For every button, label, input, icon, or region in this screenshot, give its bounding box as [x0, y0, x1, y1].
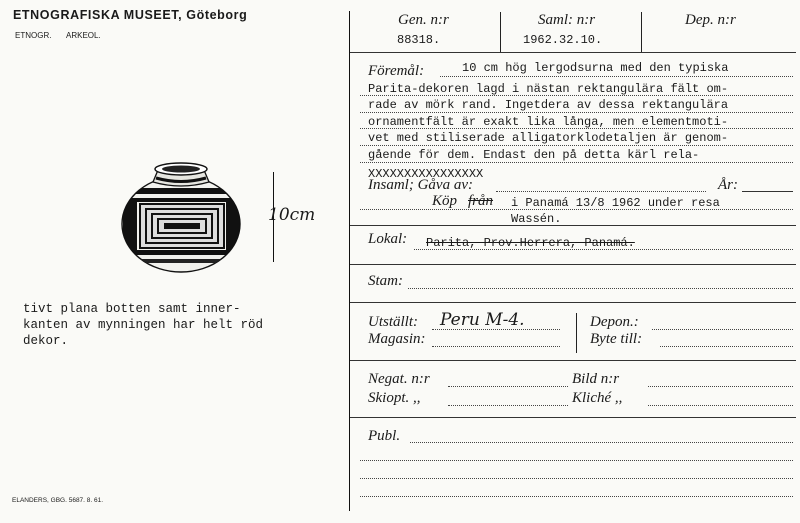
- foremal-label: Föremål:: [368, 63, 425, 79]
- header-bottom-rule: [350, 52, 796, 53]
- dep-label: Dep. n:r: [685, 12, 736, 28]
- gen-value: 88318.: [397, 33, 441, 47]
- publ-dotline-2: [360, 460, 793, 461]
- utstallt-value: Peru M-4.: [440, 310, 525, 330]
- depon-label: Depon.:: [590, 314, 639, 330]
- rule-after-insamlt: [350, 225, 796, 226]
- insamlt-dotline-2: [360, 209, 793, 210]
- byte-label: Byte till:: [590, 331, 643, 347]
- skiopt-label: Skiopt. ,,: [368, 390, 421, 406]
- foremal-line-1: 10 cm hög lergodsurna med den typiska: [462, 61, 729, 75]
- printer-imprint: ELANDERS, GBG. 5687. 8. 61.: [12, 497, 104, 504]
- foremal-dotline-4: [360, 128, 793, 129]
- magasin-label: Magasin:: [368, 331, 426, 347]
- utstallt-label: Utställt:: [368, 314, 419, 330]
- lokal-value: Parita, Prov.Herrera, Panamá.: [426, 236, 635, 250]
- publ-dotline-3: [360, 478, 793, 479]
- museum-name: ETNOGRAFISKA MUSEET, Göteborg: [13, 8, 248, 22]
- dept-arkeol: ARKEOL.: [66, 31, 101, 40]
- utstallt-separator: [576, 313, 577, 353]
- acquisition-line-2: Wassén.: [511, 212, 562, 226]
- foremal-dotline-6: [360, 162, 793, 163]
- negat-label: Negat. n:r: [368, 371, 430, 387]
- ar-line: [742, 191, 793, 192]
- saml-value: 1962.32.10.: [523, 33, 603, 47]
- height-note: 10cm: [268, 205, 316, 225]
- publ-dotline-1: [410, 442, 793, 443]
- foremal-dotline-1: [440, 76, 793, 77]
- bild-dotline: [648, 386, 793, 387]
- insamlt-dotline: [496, 191, 706, 192]
- continuation-line-1: tivt plana botten samt inner-: [23, 302, 241, 316]
- publ-dotline-4: [360, 496, 793, 497]
- lokal-dotline: [414, 249, 793, 250]
- dept-etnogr: ETNOGR.: [15, 31, 52, 40]
- ar-label: År:: [718, 177, 738, 193]
- publ-label: Publ.: [368, 428, 401, 444]
- cliche-label: Kliché ,,: [572, 390, 623, 406]
- rule-after-magasin: [350, 360, 796, 361]
- gen-label: Gen. n:r: [398, 12, 449, 28]
- skiopt-dotline: [448, 405, 568, 406]
- card-divider: [349, 11, 350, 511]
- foremal-dotline-5: [360, 145, 793, 146]
- header-sep-1: [500, 12, 501, 52]
- rule-after-stam: [350, 302, 796, 303]
- cliche-dotline: [648, 405, 793, 406]
- urn-illustration: [118, 158, 248, 276]
- saml-label: Saml: n:r: [538, 12, 596, 28]
- kop-label: Köp: [432, 193, 458, 209]
- depon-dotline: [652, 329, 793, 330]
- insamlt-label: Insaml; Gåva av:: [368, 177, 473, 193]
- magasin-dotline: [432, 346, 560, 347]
- acquisition-line-1: i Panamá 13/8 1962 under resa: [511, 196, 720, 210]
- rule-after-skiopt: [350, 417, 796, 418]
- negat-dotline: [448, 386, 568, 387]
- foremal-dotline-2: [360, 95, 793, 96]
- foremal-line-3: rade av mörk rand. Ingetdera av dessa rektangulära: [368, 98, 729, 112]
- lokal-label: Lokal:: [368, 231, 408, 247]
- continuation-line-3: dekor.: [23, 334, 69, 348]
- foremal-line-2: Parita-dekoren lagd i nästan rektangulära fält om-: [368, 82, 729, 96]
- continuation-line-2: kanten av mynningen har helt röd: [23, 318, 264, 332]
- stam-label: Stam:: [368, 273, 403, 289]
- utstallt-dotline: [432, 329, 560, 330]
- stam-dotline: [408, 288, 793, 289]
- foremal-strikeout: XXXXXXXXXXXXXXXX: [368, 167, 484, 181]
- byte-dotline: [660, 346, 793, 347]
- rule-after-lokal: [350, 264, 796, 265]
- foremal-line-5: vet med stiliserade alligatorklodetaljen är genom-: [368, 131, 729, 145]
- bild-label: Bild n:r: [572, 371, 620, 387]
- foremal-dotline-3: [360, 112, 793, 113]
- foremal-line-6: gående för dem. Endast den på detta kärl rela-: [368, 148, 700, 162]
- foremal-line-4: ornamentfält är exakt lika långa, men elementmoti-: [368, 115, 729, 129]
- fran-label: från: [468, 193, 494, 209]
- header-sep-2: [641, 12, 642, 52]
- description-continuation: [23, 301, 263, 349]
